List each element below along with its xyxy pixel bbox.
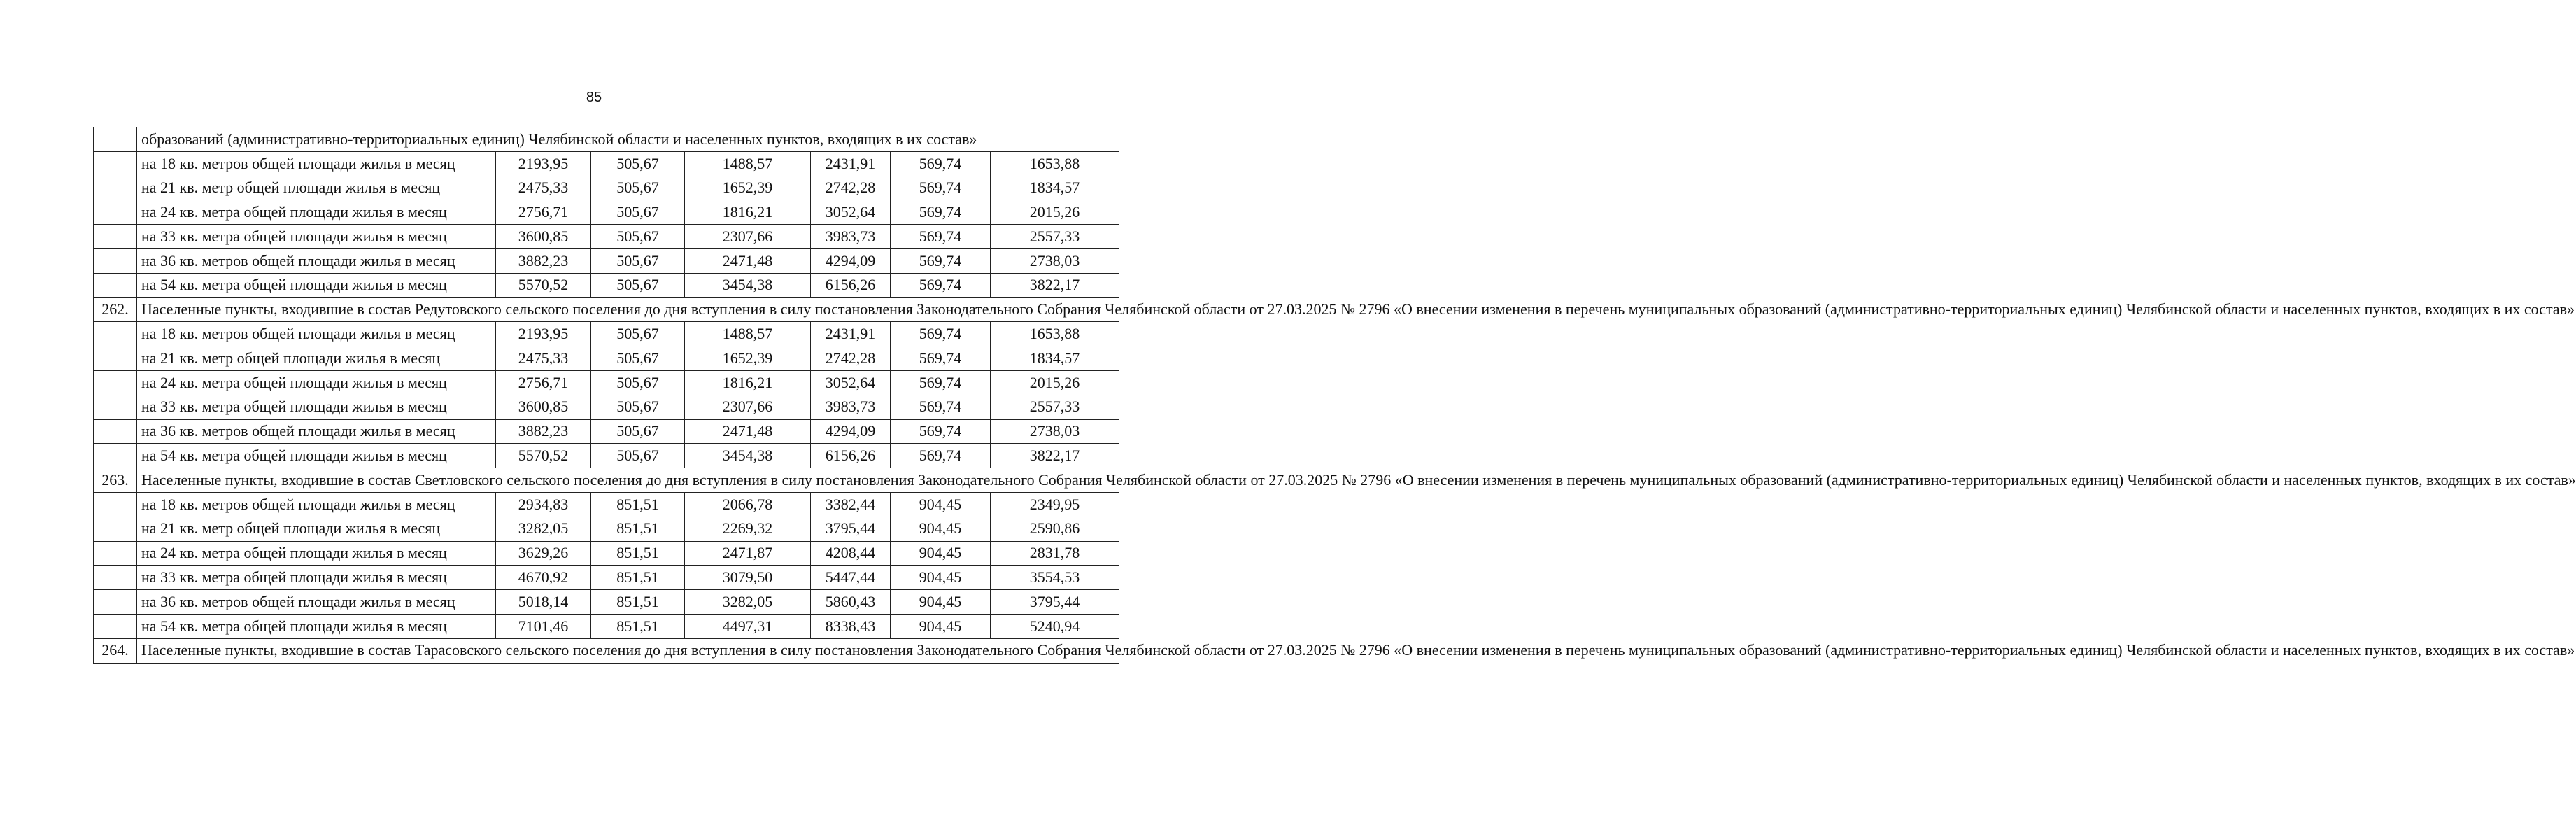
value-cell: 505,67 — [591, 346, 685, 371]
row-index-cell — [94, 248, 137, 273]
value-cell: 3882,23 — [496, 248, 591, 273]
value-cell: 3600,85 — [496, 225, 591, 249]
row-index-cell — [94, 541, 137, 566]
value-cell: 904,45 — [891, 590, 991, 615]
value-cell: 569,74 — [891, 273, 991, 298]
row-index-cell — [94, 346, 137, 371]
table-row — [94, 273, 1119, 298]
value-cell: 2193,95 — [496, 322, 591, 346]
value-cell: 3795,44 — [811, 517, 891, 541]
value-cell: 1834,57 — [991, 346, 1119, 371]
value-cell: 4294,09 — [811, 248, 891, 273]
value-cell: 1488,57 — [685, 322, 811, 346]
value-cell: 569,74 — [891, 419, 991, 444]
row-index-cell — [94, 395, 137, 419]
row-label: на 54 кв. метра общей площади жилья в месяц — [137, 273, 496, 298]
value-cell: 3795,44 — [991, 590, 1119, 615]
value-cell: 2934,83 — [496, 492, 591, 517]
value-cell: 505,67 — [591, 248, 685, 273]
continuation-heading: образований (административно-территориальных единиц) Челябинской области и населенных пунктов, входящих в их состав» — [137, 127, 1119, 152]
value-cell: 3983,73 — [811, 225, 891, 249]
value-cell: 8338,43 — [811, 614, 891, 638]
continuation-row — [94, 127, 1119, 152]
row-label: на 21 кв. метр общей площади жилья в месяц — [137, 346, 496, 371]
row-index-cell — [94, 200, 137, 225]
value-cell: 851,51 — [591, 614, 685, 638]
value-cell: 569,74 — [891, 176, 991, 200]
table-row — [94, 370, 1119, 395]
value-cell: 2471,87 — [685, 541, 811, 566]
value-cell: 4208,44 — [811, 541, 891, 566]
value-cell: 5240,94 — [991, 614, 1119, 638]
row-index-cell — [94, 444, 137, 468]
value-cell: 2015,26 — [991, 200, 1119, 225]
value-cell: 2471,48 — [685, 419, 811, 444]
value-cell: 505,67 — [591, 370, 685, 395]
value-cell: 505,67 — [591, 444, 685, 468]
table-row — [94, 566, 1119, 590]
row-index-cell — [94, 127, 137, 152]
value-cell: 3554,53 — [991, 566, 1119, 590]
value-cell: 569,74 — [891, 200, 991, 225]
table-row — [94, 590, 1119, 615]
value-cell: 3052,64 — [811, 370, 891, 395]
value-cell: 2066,78 — [685, 492, 811, 517]
value-cell: 1653,88 — [991, 322, 1119, 346]
value-cell: 505,67 — [591, 176, 685, 200]
value-cell: 2738,03 — [991, 248, 1119, 273]
value-cell: 5570,52 — [496, 444, 591, 468]
value-cell: 851,51 — [591, 566, 685, 590]
value-cell: 2742,28 — [811, 176, 891, 200]
row-index-cell — [94, 322, 137, 346]
value-cell: 3382,44 — [811, 492, 891, 517]
section-heading-row — [94, 468, 1119, 493]
table-row — [94, 151, 1119, 176]
value-cell: 2756,71 — [496, 370, 591, 395]
row-index-cell — [94, 273, 137, 298]
value-cell: 2557,33 — [991, 225, 1119, 249]
value-cell: 569,74 — [891, 225, 991, 249]
value-cell: 6156,26 — [811, 273, 891, 298]
value-cell: 4294,09 — [811, 419, 891, 444]
row-label: на 36 кв. метров общей площади жилья в месяц — [137, 590, 496, 615]
value-cell: 5570,52 — [496, 273, 591, 298]
value-cell: 2756,71 — [496, 200, 591, 225]
row-label: на 24 кв. метра общей площади жилья в месяц — [137, 370, 496, 395]
value-cell: 2431,91 — [811, 322, 891, 346]
value-cell: 1816,21 — [685, 200, 811, 225]
value-cell: 3454,38 — [685, 444, 811, 468]
row-index-cell — [94, 590, 137, 615]
section-heading-row — [94, 298, 1119, 322]
value-cell: 2738,03 — [991, 419, 1119, 444]
value-cell: 904,45 — [891, 614, 991, 638]
value-cell: 5860,43 — [811, 590, 891, 615]
value-cell: 851,51 — [591, 517, 685, 541]
value-cell: 2590,86 — [991, 517, 1119, 541]
value-cell: 904,45 — [891, 566, 991, 590]
row-index-cell — [94, 566, 137, 590]
value-cell: 2557,33 — [991, 395, 1119, 419]
value-cell: 3822,17 — [991, 273, 1119, 298]
row-label: на 24 кв. метра общей площади жилья в месяц — [137, 200, 496, 225]
value-cell: 3282,05 — [685, 590, 811, 615]
value-cell: 2307,66 — [685, 395, 811, 419]
value-cell: 3079,50 — [685, 566, 811, 590]
section-index: 262. — [94, 298, 137, 322]
row-index-cell — [94, 225, 137, 249]
row-index-cell — [94, 492, 137, 517]
value-cell: 569,74 — [891, 370, 991, 395]
value-cell: 2471,48 — [685, 248, 811, 273]
value-cell: 1652,39 — [685, 346, 811, 371]
table-row — [94, 492, 1119, 517]
row-index-cell — [94, 176, 137, 200]
row-label: на 54 кв. метра общей площади жилья в месяц — [137, 614, 496, 638]
row-label: на 18 кв. метров общей площади жилья в месяц — [137, 492, 496, 517]
section-heading: Населенные пункты, входившие в состав Тарасовского сельского поселения до дня вступления в силу постановления Законодательного Собрания Челябинской области от 27.03.2025 № 2796 «О внесении изменения в перечень муниципальных образований (административно-территориальных единиц) Челябинской области и населенных пунктов, входящих в их состав» — [137, 638, 1119, 663]
value-cell: 5447,44 — [811, 566, 891, 590]
value-cell: 2349,95 — [991, 492, 1119, 517]
value-cell: 6156,26 — [811, 444, 891, 468]
page-number: 85 — [586, 90, 602, 105]
section-index: 264. — [94, 638, 137, 663]
table-row — [94, 614, 1119, 638]
row-index-cell — [94, 614, 137, 638]
value-cell: 505,67 — [591, 419, 685, 444]
row-index-cell — [94, 517, 137, 541]
table-row — [94, 517, 1119, 541]
value-cell: 569,74 — [891, 322, 991, 346]
row-label: на 24 кв. метра общей площади жилья в месяц — [137, 541, 496, 566]
value-cell: 2742,28 — [811, 346, 891, 371]
value-cell: 2015,26 — [991, 370, 1119, 395]
value-cell: 3882,23 — [496, 419, 591, 444]
table-row — [94, 176, 1119, 200]
value-cell: 3052,64 — [811, 200, 891, 225]
value-cell: 1652,39 — [685, 176, 811, 200]
value-cell: 5018,14 — [496, 590, 591, 615]
table-row — [94, 395, 1119, 419]
value-cell: 1488,57 — [685, 151, 811, 176]
value-cell: 3983,73 — [811, 395, 891, 419]
value-cell: 2831,78 — [991, 541, 1119, 566]
table-row — [94, 248, 1119, 273]
value-cell: 851,51 — [591, 541, 685, 566]
value-cell: 3282,05 — [496, 517, 591, 541]
value-cell: 7101,46 — [496, 614, 591, 638]
table-row — [94, 200, 1119, 225]
value-cell: 904,45 — [891, 517, 991, 541]
tariff-table — [93, 127, 2576, 664]
row-index-cell — [94, 419, 137, 444]
row-label: на 21 кв. метр общей площади жилья в месяц — [137, 176, 496, 200]
section-heading-row — [94, 638, 1119, 663]
value-cell: 2193,95 — [496, 151, 591, 176]
value-cell: 904,45 — [891, 541, 991, 566]
value-cell: 569,74 — [891, 395, 991, 419]
table-row — [94, 541, 1119, 566]
value-cell: 3629,26 — [496, 541, 591, 566]
value-cell: 2307,66 — [685, 225, 811, 249]
table-row — [94, 225, 1119, 249]
value-cell: 3454,38 — [685, 273, 811, 298]
value-cell: 505,67 — [591, 200, 685, 225]
row-label: на 33 кв. метра общей площади жилья в месяц — [137, 225, 496, 249]
value-cell: 4497,31 — [685, 614, 811, 638]
row-label: на 18 кв. метров общей площади жилья в месяц — [137, 322, 496, 346]
row-label: на 54 кв. метра общей площади жилья в месяц — [137, 444, 496, 468]
value-cell: 2475,33 — [496, 346, 591, 371]
value-cell: 1834,57 — [991, 176, 1119, 200]
value-cell: 1653,88 — [991, 151, 1119, 176]
value-cell: 851,51 — [591, 590, 685, 615]
value-cell: 505,67 — [591, 151, 685, 176]
value-cell: 3600,85 — [496, 395, 591, 419]
section-heading: Населенные пункты, входившие в состав Редутовского сельского поселения до дня вступления в силу постановления Законодательного Собрания Челябинской области от 27.03.2025 № 2796 «О внесении изменения в перечень муниципальных образований (административно-территориальных единиц) Челябинской области и населенных пунктов, входящих в их состав» — [137, 298, 1119, 322]
table-body — [94, 127, 2576, 664]
value-cell: 505,67 — [591, 273, 685, 298]
value-cell: 569,74 — [891, 151, 991, 176]
value-cell: 851,51 — [591, 492, 685, 517]
table-row — [94, 346, 1119, 371]
section-index: 263. — [94, 468, 137, 493]
value-cell: 569,74 — [891, 248, 991, 273]
value-cell: 1816,21 — [685, 370, 811, 395]
value-cell: 3822,17 — [991, 444, 1119, 468]
row-label: на 33 кв. метра общей площади жилья в месяц — [137, 566, 496, 590]
section-heading: Населенные пункты, входившие в состав Светловского сельского поселения до дня вступления в силу постановления Законодательного Собрания Челябинской области от 27.03.2025 № 2796 «О внесении изменения в перечень муниципальных образований (административно-территориальных единиц) Челябинской области и населенных пунктов, входящих в их состав» — [137, 468, 1119, 493]
row-label: на 33 кв. метра общей площади жилья в месяц — [137, 395, 496, 419]
value-cell: 505,67 — [591, 225, 685, 249]
row-index-cell — [94, 151, 137, 176]
row-label: на 36 кв. метров общей площади жилья в месяц — [137, 248, 496, 273]
value-cell: 2431,91 — [811, 151, 891, 176]
value-cell: 2475,33 — [496, 176, 591, 200]
table-row — [94, 444, 1119, 468]
value-cell: 904,45 — [891, 492, 991, 517]
value-cell: 505,67 — [591, 322, 685, 346]
row-label: на 36 кв. метров общей площади жилья в месяц — [137, 419, 496, 444]
table-row — [94, 419, 1119, 444]
row-label: на 18 кв. метров общей площади жилья в месяц — [137, 151, 496, 176]
row-label: на 21 кв. метр общей площади жилья в месяц — [137, 517, 496, 541]
value-cell: 4670,92 — [496, 566, 591, 590]
value-cell: 569,74 — [891, 444, 991, 468]
value-cell: 505,67 — [591, 395, 685, 419]
row-index-cell — [94, 370, 137, 395]
value-cell: 2269,32 — [685, 517, 811, 541]
table-row — [94, 322, 1119, 346]
value-cell: 569,74 — [891, 346, 991, 371]
